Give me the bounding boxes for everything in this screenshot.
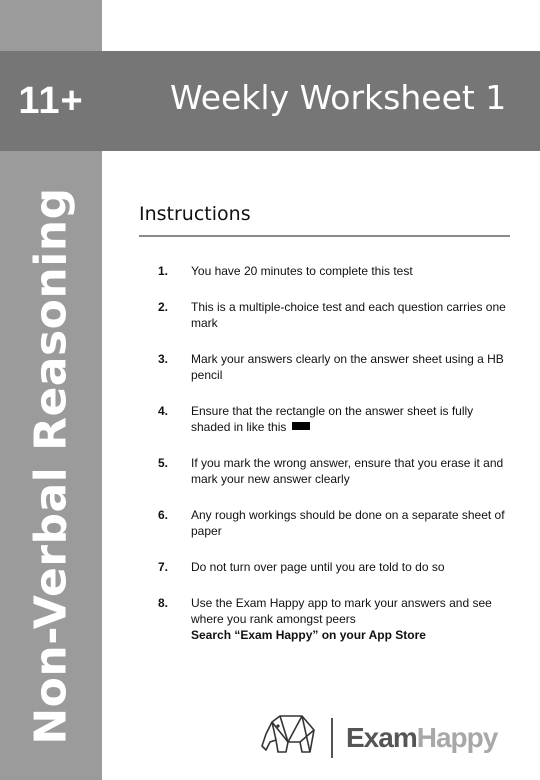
item-number: 5.: [158, 456, 169, 470]
instruction-item: [158, 559, 508, 575]
brand-happy: Happy: [416, 722, 498, 753]
item-text: This is a multiple-choice test and each question carries one mark: [191, 300, 506, 330]
sidebar-title-area: [0, 151, 102, 780]
brand-wordmark: [346, 722, 497, 754]
subject-title: Non-Verbal Reasoning: [25, 186, 77, 745]
item-number: 6.: [158, 508, 169, 522]
logo-divider: [331, 718, 333, 758]
item-text: Use the Exam Happy app to mark your answers and see where you rank amongst peers: [191, 596, 492, 626]
item-number: 8.: [158, 596, 169, 610]
instructions-list: [158, 263, 508, 663]
instruction-item: [158, 263, 508, 279]
shaded-rectangle-example: [292, 422, 310, 430]
instructions-heading: Instructions: [139, 203, 251, 225]
item-number: 3.: [158, 352, 169, 366]
item-text: Do not turn over page until you are told to do so: [191, 560, 445, 574]
item-text: Mark your answers clearly on the answer sheet using a HB pencil: [191, 352, 504, 382]
item-number: 4.: [158, 404, 169, 418]
item-text-wrap: [191, 595, 508, 643]
instruction-item: [158, 403, 508, 435]
page-title: Weekly Worksheet 1: [170, 78, 507, 117]
item-text: Any rough workings should be done on a separate sheet of paper: [191, 508, 505, 538]
app-store-callout: Search “Exam Happy” on your App Store: [191, 628, 426, 642]
instruction-item: [158, 595, 508, 643]
item-number: 1.: [158, 264, 169, 278]
item-number: 7.: [158, 560, 169, 574]
instruction-item: [158, 507, 508, 539]
brand-exam: Exam: [346, 722, 417, 753]
heading-divider: [139, 235, 510, 237]
instruction-item: [158, 299, 508, 331]
instruction-item: [158, 351, 508, 383]
item-text: You have 20 minutes to complete this test: [191, 264, 413, 278]
elephant-icon: [258, 712, 320, 760]
item-text: If you mark the wrong answer, ensure that you erase it and mark your new answer clearly: [191, 456, 504, 486]
level-badge: 11+: [18, 79, 84, 122]
item-text-wrap: [191, 403, 508, 435]
item-text: Ensure that the rectangle on the answer sheet is fully shaded in like this: [191, 404, 474, 434]
instruction-item: [158, 455, 508, 487]
item-number: 2.: [158, 300, 169, 314]
